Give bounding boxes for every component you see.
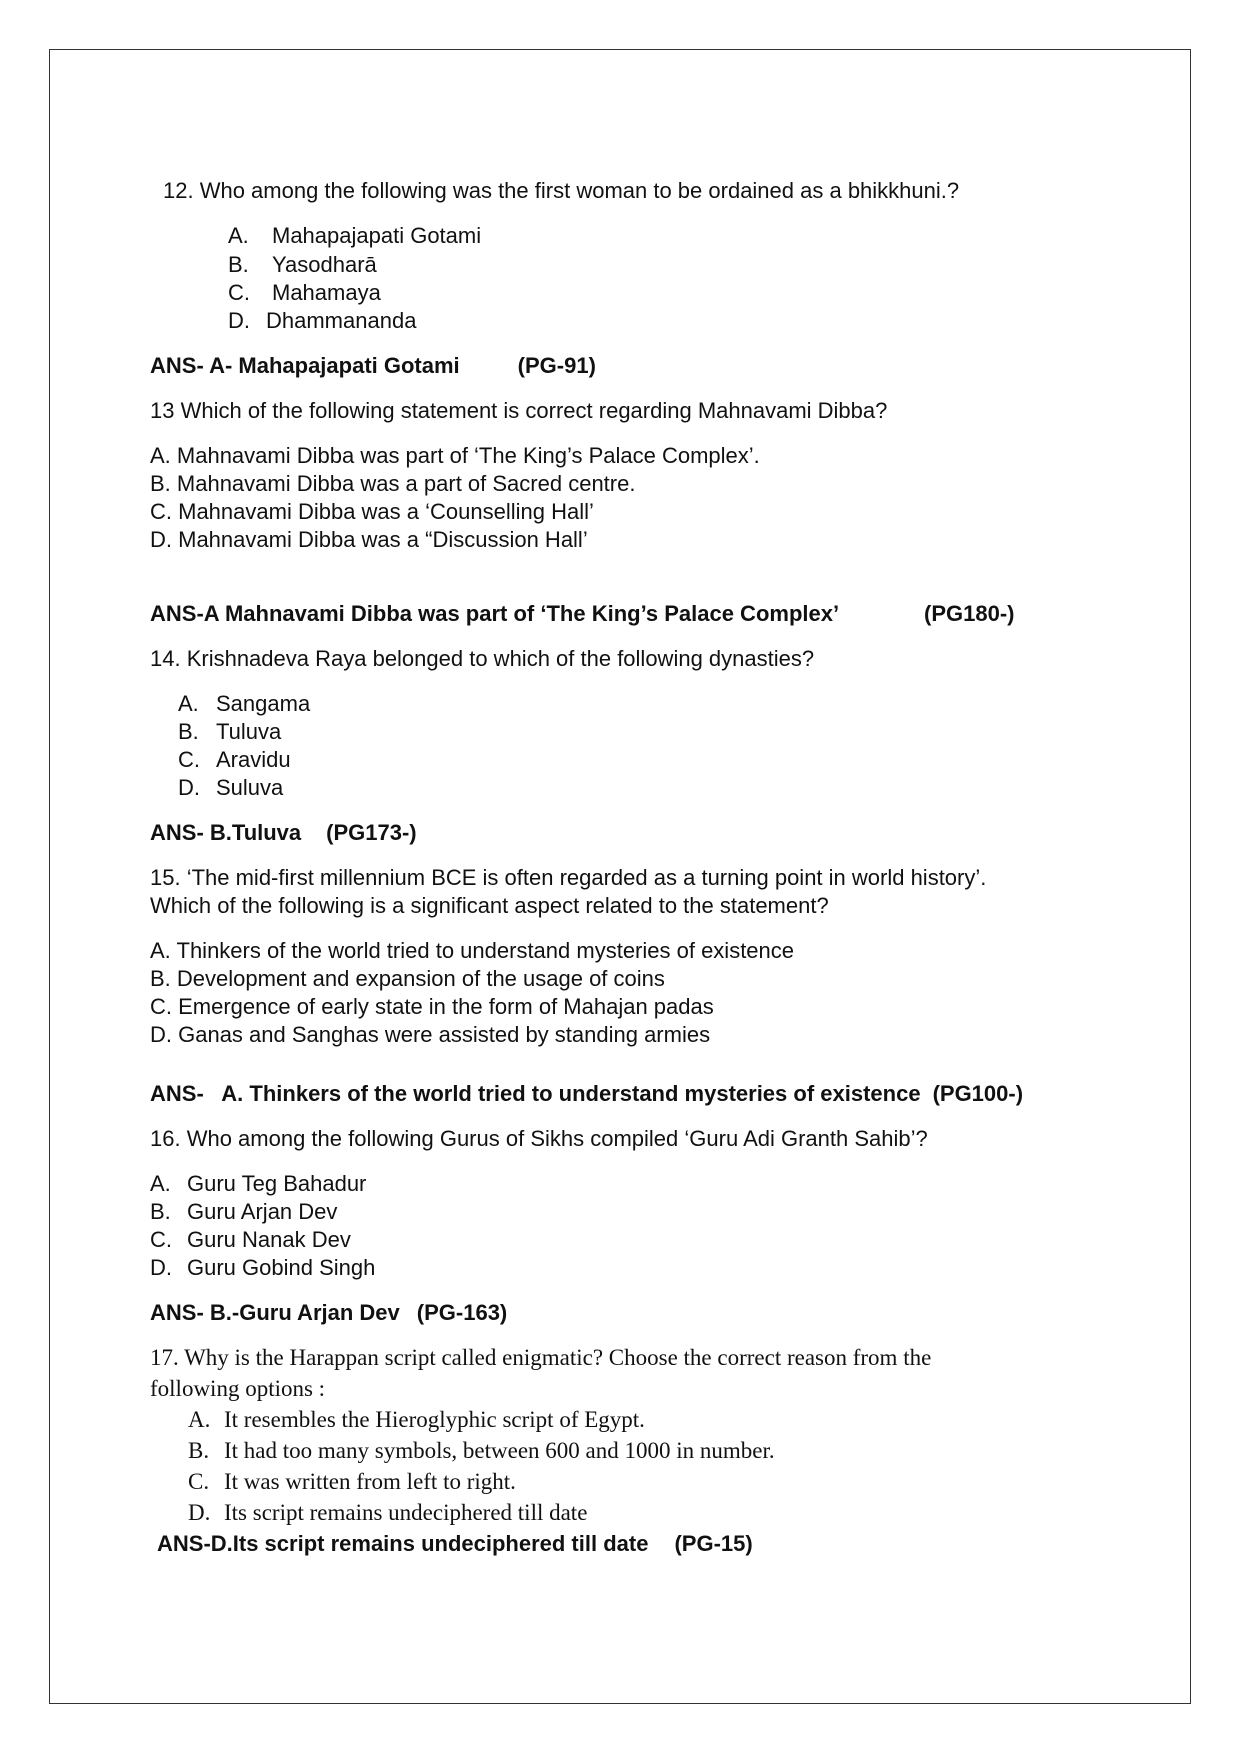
q13-option-b: B. Mahnavami Dibba was a part of Sacred centre. [150, 471, 636, 496]
q12-option-b [228, 251, 377, 279]
option-text: Mahapajapati Gotami [272, 223, 482, 248]
q16-option-c [150, 1226, 351, 1254]
option-text: Guru Gobind Singh [187, 1255, 376, 1280]
option-text: It was written from left to right. [224, 1469, 516, 1494]
option-text: Dhammananda [266, 308, 417, 333]
question-17-line-1: 17. Why is the Harappan script called enigmatic? Choose the correct reason from the [150, 1345, 932, 1370]
answer-text: ANS-D.Its script remains undeciphered till date [157, 1531, 649, 1556]
page-reference: (PG173-) [326, 820, 417, 845]
q14-option-b [178, 718, 281, 746]
q15-option-a: A. Thinkers of the world tried to understand mysteries of existence [150, 938, 795, 963]
option-letter: D. [178, 775, 200, 800]
option-letter: C. [150, 1227, 172, 1252]
option-letter: D. [188, 1500, 211, 1525]
question-17-line-2: following options : [150, 1376, 326, 1401]
answer-text: ANS- B.-Guru Arjan Dev [150, 1300, 400, 1325]
q14-option-c [178, 746, 291, 774]
option-letter: A. [150, 1171, 171, 1196]
option-text: Yasodharā [272, 252, 377, 277]
question-15-line-2: Which of the following is a significant aspect related to the statement? [150, 893, 829, 918]
option-text: Tuluva [216, 719, 282, 744]
option-text: Suluva [216, 775, 284, 800]
q16-option-a [150, 1170, 366, 1198]
q13-page-reference: (PG180-) [924, 601, 1015, 626]
q12-option-c [228, 279, 381, 307]
option-letter: D. [228, 308, 250, 333]
q17-option-c [188, 1468, 516, 1496]
q15-option-c: C. Emergence of early state in the form of Mahajan padas [150, 994, 714, 1019]
option-letter: A. [188, 1407, 211, 1432]
q17-answer [157, 1530, 753, 1558]
q14-option-a [178, 690, 310, 718]
q12-option-d [228, 307, 416, 335]
option-text: Guru Arjan Dev [187, 1199, 338, 1224]
answer-text: ANS- B.Tuluva [150, 820, 302, 845]
question-12: 12. Who among the following was the first woman to be ordained as a bhikkhuni.? [163, 178, 960, 203]
option-text: It had too many symbols, between 600 and 1000 in number. [224, 1438, 775, 1463]
q17-option-a [188, 1406, 645, 1434]
option-text: Its script remains undeciphered till date [224, 1500, 588, 1525]
page-reference: (PG-15) [674, 1531, 753, 1556]
answer-text: ANS- A. Thinkers of the world tried to understand mysteries of existence [150, 1081, 921, 1106]
option-letter: B. [178, 719, 199, 744]
page-reference: (PG-91) [517, 353, 596, 378]
question-16: 16. Who among the following Gurus of Sikhs compiled ‘Guru Adi Granth Sahib’? [150, 1126, 928, 1151]
option-letter: C. [188, 1469, 210, 1494]
option-letter: C. [178, 747, 200, 772]
q17-option-d [188, 1499, 587, 1527]
q16-option-d [150, 1254, 375, 1282]
option-letter: C. [228, 280, 250, 305]
question-13: 13 Which of the following statement is correct regarding Mahnavami Dibba? [150, 398, 888, 423]
option-text: Guru Teg Bahadur [187, 1171, 367, 1196]
option-text: Guru Nanak Dev [187, 1227, 351, 1252]
option-letter: A. [228, 223, 249, 248]
q12-answer [150, 352, 596, 380]
page-reference: (PG-163) [416, 1300, 508, 1325]
q15-option-b: B. Development and expansion of the usage of coins [150, 966, 665, 991]
q14-answer [150, 819, 417, 847]
q13-option-a: A. Mahnavami Dibba was part of ‘The King’s Palace Complex’. [150, 443, 760, 468]
option-text: It resembles the Hieroglyphic script of Egypt. [224, 1407, 645, 1432]
q17-option-b [188, 1437, 775, 1465]
q15-option-d: D. Ganas and Sanghas were assisted by standing armies [150, 1022, 711, 1047]
q13-answer: ANS-A Mahnavami Dibba was part of ‘The King’s Palace Complex’ [150, 601, 840, 626]
option-letter: B. [150, 1199, 171, 1224]
option-letter: B. [228, 252, 249, 277]
q12-option-a [228, 222, 481, 250]
option-text: Aravidu [216, 747, 291, 772]
option-letter: A. [178, 691, 199, 716]
option-letter: D. [150, 1255, 172, 1280]
q13-option-c: C. Mahnavami Dibba was a ‘Counselling Hall’ [150, 499, 594, 524]
option-letter: B. [188, 1438, 210, 1463]
q16-option-b [150, 1198, 337, 1226]
q14-option-d [178, 774, 283, 802]
page-reference: (PG100-) [932, 1081, 1024, 1106]
question-14: 14. Krishnadeva Raya belonged to which of the following dynasties? [150, 646, 815, 671]
question-15-line-1: 15. ‘The mid-first millennium BCE is often regarded as a turning point in world history’. [150, 865, 987, 890]
option-text: Sangama [216, 691, 311, 716]
answer-text: ANS- A- Mahapajapati Gotami [150, 353, 460, 378]
q13-option-d: D. Mahnavami Dibba was a “Discussion Hall’ [150, 527, 588, 552]
option-text: Mahamaya [272, 280, 381, 305]
q15-answer [150, 1080, 1023, 1108]
q16-answer [150, 1299, 507, 1327]
